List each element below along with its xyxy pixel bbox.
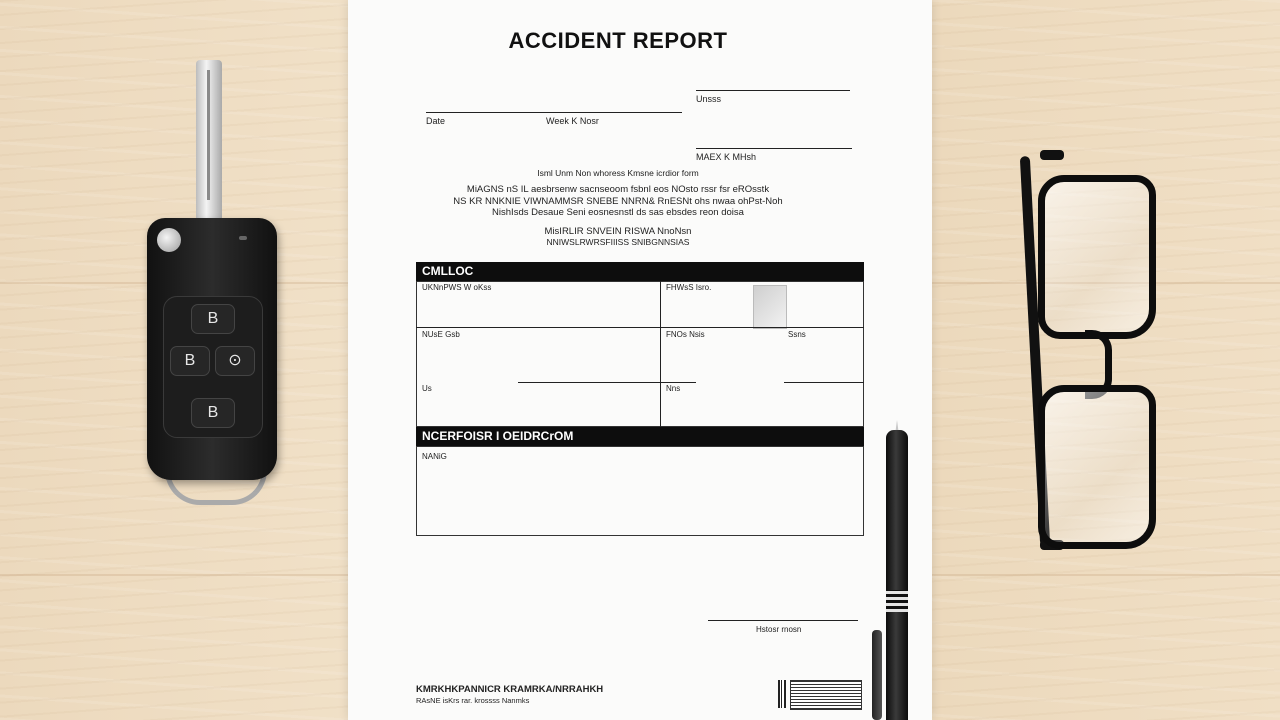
week-label: Week K Nosr	[546, 116, 599, 126]
fob-lock-button: B	[191, 304, 235, 334]
section-1-divider	[660, 281, 661, 427]
report-title: ACCIDENT REPORT	[508, 28, 728, 53]
key-blade-groove	[207, 70, 210, 200]
instruction-line-3: NS KR NNKNIE VIWNAMMSR SNEBE NNRN& RnESNt ohs nwaa ohPst-Noh	[453, 196, 783, 207]
field-line	[660, 382, 696, 383]
glasses-temple-hinge	[1040, 150, 1064, 160]
section-2-box	[416, 446, 864, 536]
field-line	[518, 382, 660, 383]
fob-trunk-button: ⊙	[215, 346, 255, 376]
section-header-2: NCERFOISR I OEIDRCrOM	[416, 427, 864, 446]
field-label: UKNnPWS W oKss	[422, 283, 492, 292]
accident-report-paper	[348, 0, 932, 720]
field-label: FHWsS Isro.	[666, 283, 712, 292]
name-line	[426, 112, 682, 113]
signature-label: Hstosr rnosn	[756, 625, 802, 634]
footer-line-1: KMRKHKPANNICR KRAMRKA/NRRAHKH	[416, 684, 604, 695]
field-label: Nns	[666, 384, 681, 393]
right-top-label: Unsss	[696, 94, 722, 104]
subhead-line-1: MisIRLIR SNVEIN RISWA NnoNsn	[544, 226, 692, 237]
glasses-lens-top	[1038, 175, 1156, 339]
field-label: Ssns	[788, 330, 806, 339]
section-header-1: CMLLOC	[416, 262, 864, 281]
right-top-line	[696, 90, 850, 91]
section-1-box	[416, 281, 864, 427]
field-line	[784, 382, 864, 383]
right-mid-label: MAEX K MHsh	[696, 152, 757, 162]
pen-band	[886, 590, 908, 612]
pen-clip	[872, 630, 882, 720]
footer-barcode	[778, 680, 786, 708]
instruction-line-2: MiAGNS nS IL aesbrsenw sacnseoom fsbnl eos NOsto rssr fsr eROsstk	[466, 184, 770, 195]
field-label: NUsE Gsb	[422, 330, 460, 339]
field-line	[660, 327, 864, 328]
fob-unlock-button: B	[170, 346, 210, 376]
footer-stamp	[790, 680, 862, 710]
description-label: NANiG	[422, 452, 447, 461]
signature-line	[708, 620, 858, 621]
glasses-lens-bottom	[1038, 385, 1156, 549]
field-line	[416, 327, 660, 328]
id-photo-box	[753, 285, 787, 329]
key-release-button	[157, 228, 181, 252]
field-label: Us	[422, 384, 432, 393]
right-mid-line	[696, 148, 852, 149]
instruction-line-4: NishIsds Desaue Seni eosnesnstl ds sas ebsdes reon doisa	[492, 207, 744, 218]
footer-line-2: RAsNE isKrs rar. krossss Nanmks	[416, 696, 530, 705]
fob-led	[239, 236, 247, 240]
instruction-line-1: Isml Unm Non whoress Kmsne icrdior form	[537, 168, 699, 178]
pen-barrel	[886, 430, 908, 720]
fob-panic-button: B	[191, 398, 235, 428]
date-label: Date	[426, 116, 446, 126]
subhead-line-2: NNIWSLRWRSFIIISS SNIBGNNSIAS	[546, 237, 690, 247]
field-label: FNOs Nsis	[666, 330, 705, 339]
